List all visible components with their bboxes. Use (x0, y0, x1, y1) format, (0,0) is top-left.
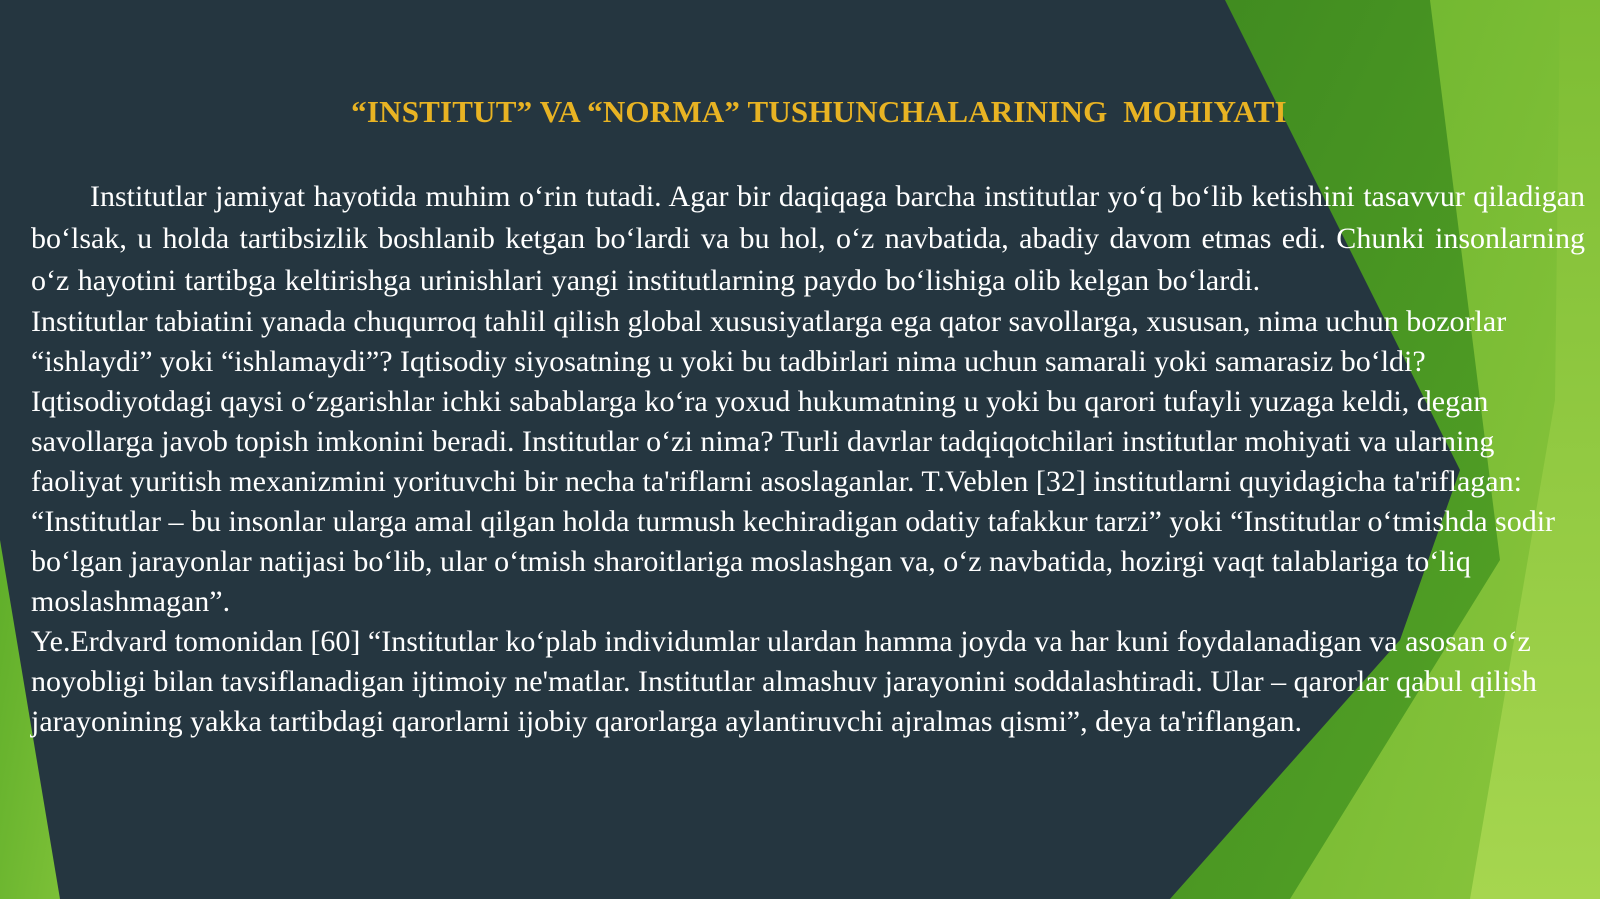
slide-body (31, 176, 1585, 742)
paragraph-intro: Institutlar jamiyat hayotida muhim oʻrin tutadi. Agar bir daqiqaga barcha institutlar yoʻq boʻlib ketishini tasavvur qiladigan boʻlsak, u holda tartibsizlik boshlanib ketgan boʻlardi va bu hol, oʻz navbatida, abadiy davom etmas edi. Chunki insonlarning oʻz hayotini tartibga keltirishga urinishlari yangi institutlarning paydo boʻlishiga olib kelgan boʻlardi. (31, 180, 1585, 297)
slide-title: “INSTITUT” VA “NORMA” TUSHUNCHALARINING MOHIYATI (351, 94, 1287, 129)
paragraph-erdvard: Ye.Erdvard tomonidan [60] “Institutlar koʻplab individumlar ulardan hamma joyda va har kuni foydalanadigan va asosan oʻz noyobligi bilan tavsiflanadigan ijtimoiy ne'matlar. Institutlar almashuv jarayonini soddalashtiradi. Ular – qarorlar qabul qilish jarayonining yakka tartibdagi qarorlarni ijobiy qarorlarga aylantiruvchi ajralmas qismi”, deya ta'riflangan. (31, 625, 1537, 738)
paragraph-definitions: Institutlar tabiatini yanada chuqurroq tahlil qilish global xususiyatlarga ega qator savollarga, xususan, nima uchun bozorlar “ishlaydi” yoki “ishlamaydi”? Iqtisodiy siyosatning u yoki bu tadbirlari nima uchun samarali yoki samarasiz boʻldi? Iqtisodiyotdagi qaysi oʻzgarishlar ichki sabablarga koʻra yoxud hukumatning u yoki bu qarori tufayli yuzaga keldi, degan savollarga javob topish imkonini beradi. Institutlar oʻzi nima? Turli davrlar tadqiqotchilari institutlar mohiyati va ularning faoliyat yuritish mexanizmini yorituvchi bir necha ta'riflarni asoslaganlar. T.Veblen [32] institutlarni quyidagicha ta'riflagan: “Institutlar – bu insonlar ularga amal qilgan holda turmush kechiradigan odatiy tafakkur tarzi” yoki “Institutlar oʻtmishda sodir boʻlgan jarayonlar natijasi boʻlib, ular oʻtmish sharoitlariga moslashgan va, oʻz navbatida, hozirgi vaqt talablariga toʻliq moslashmagan”. (31, 305, 1556, 618)
